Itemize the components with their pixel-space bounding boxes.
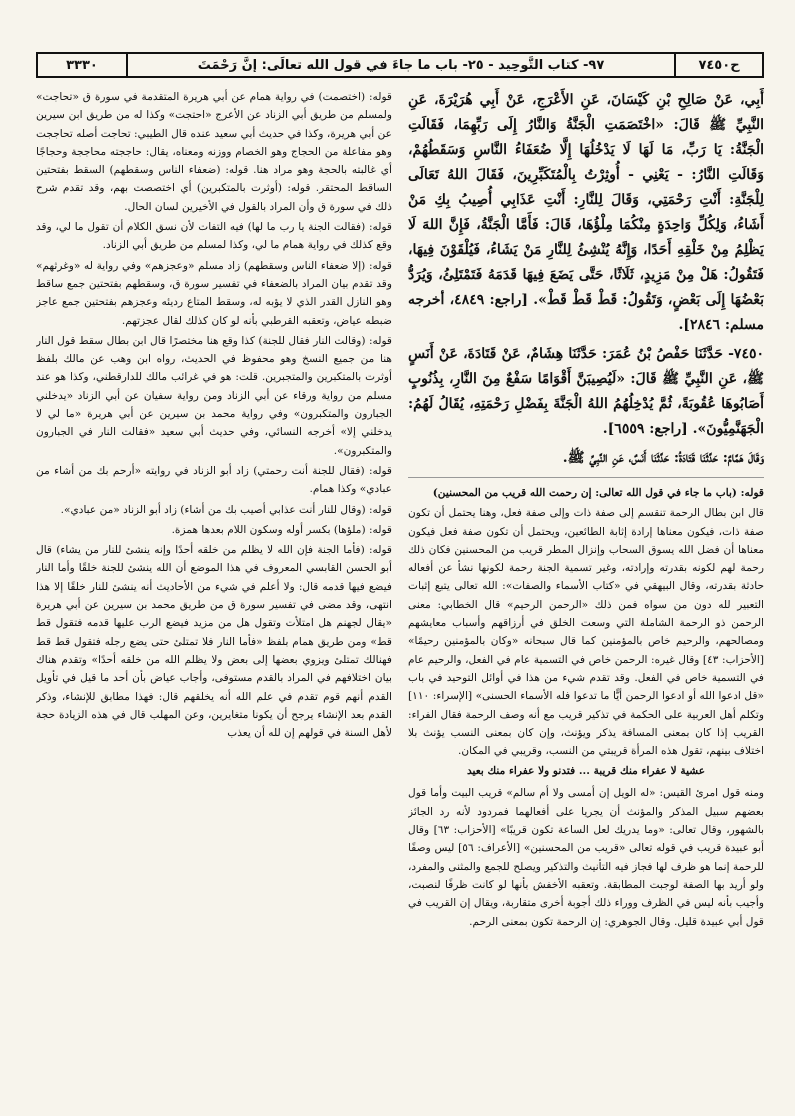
divider <box>408 477 764 478</box>
book-page <box>36 52 764 1092</box>
commentary-paragraph: قوله: (فقال للجنة أنت رحمتي) زاد أبو الزناد في روايته «أرحم بك من أشاء من عبادي» وكذا همام. <box>36 464 392 496</box>
commentary-paragraph: قوله: (وقال للنار أنت عذابي أصيب بك من أشاء) زاد أبو الزناد «من عبادي». <box>60 503 392 516</box>
commentary-paragraph: قوله: (ملؤها) بكسر أوله وسكون اللام بعدها همزة. <box>171 523 392 536</box>
hadith-text-7450: ٧٤٥٠- حَدَّثَنَا حَفْصُ بْنُ عُمَرَ: حَدَّثَنَا هِشَامٌ، عَنْ قَتَادَةَ، عَنْ أَنَسٍ ﷺ، عَنِ النَّبِيِّ ﷺ قَالَ: «لَيُصِيبَنَّ أَقْوَامًا سَفْعٌ مِنَ النَّارِ، بِذُنُوبٍ أَصَابُوهَا عُقُوبَةً، ثُمَّ يُدْخِلُهُمُ اللهُ الْجَنَّةَ بِفَضْلِ رَحْمَتِهِ، يُقَالُ لَهُمُ: الْجَهَنَّمِيُّونَ». [راجع: ٦٥٥٩]. <box>408 346 764 437</box>
left-column <box>36 88 392 1088</box>
commentary-paragraph: قوله: (فأما الجنة فإن الله لا يظلم من خلقه أحدًا وإنه ينشئ للنار من يشاء) قال أبو الحسن القابسي المعروف في هذا الموضع أن الله ينشئ للجنة خلقًا وأما النار فيضع فيها قدمه قال: ولا أعلم في شيء من الأحاديث أنه ينشئ للنار خلقًا إلا هذا انتهى، وقد مضى في تفسير سورة ق من طريق محمد بن سيرين عن أبي هريرة «يقال لجهنم هل امتلأت وتقول هل من مزيد فيضع الرب عليها قدمه فتقول قط قط» ومن طريق همام بلفظ «فأما النار فلا تمتلئ حتى يضع رجله فتقول قط قط فهنالك تمتلئ ويزوي بعضها إلى بعض ولا يظلم الله من خلقه أحدًا» وتقدم هناك بيان اختلافهم في المراد بالقدم مستوفى، وأجاب عياض بأن أحد ما قيل في تأويل القدم أنهم قوم تقدم في علم الله أنه يخلقهم قال: فهذا مطابق للإنشاء، وذكر القدم بعد الإنشاء يرجح أن يكونا متغايرين، وعن المهلب قال في هذه الزيادة حجة لأهل السنة في قولهم إن لله أن يعذب <box>36 544 392 740</box>
commentary-paragraph: ومنه قول امرئ القيس: «له الويل إن أمسى ولا أم سالم» قريب البيت وأما قول بعضهم سبيل المذكر والمؤنث أن يجريا على أفعالهما فمردود لأنه رد الجائز بالشهور، وقال تعالى: «وما يدريك لعل الساعة تكون قريبًا» [الأحزاب: ٦٣] وقال أبو عبيدة قريب في قوله تعالى «قريب من المحسنين» [الأعراف: ٥٦] ليس وصفًا للرحمة إنما هو ظرف لها فجاز فيه التأنيث والتذكير ويصلح للجمع والمثنى والمفرد، ولو أريد بها الصفة لوجبت المطابقة. وتعقبه الأخفش بأنها لو كانت ظرفًا لنصبت، وأجيب بأنه ليس في الظرف ووراء ذلك أجوبة أخرى متقاربة، ويقال إن القريب في قول أبي عبيدة قليل. وقال الجوهري: إن الرحمة تكون بمعنى الرحم. <box>408 787 764 928</box>
hadith-text-7449: أَبِي، عَنْ صَالِحِ بْنِ كَيْسَانَ، عَنِ الأَعْرَجِ، عَنْ أَبِي هُرَيْرَةَ، عَنِ النَّبِيِّ ﷺ قَالَ: «اخْتَصَمَتِ الْجَنَّةُ وَالنَّارُ إِلَى رَبِّهِمَا، فَقَالَتِ الْجَنَّةُ: يَا رَبِّ، مَا لَهَا لَا يَدْخُلُهَا إِلَّا ضُعَفَاءُ النَّاسِ وَسَقَطُهُمْ، وَقَالَتِ النَّارُ: - يَعْنِي - أُوثِرْتُ بِالْمُتَكَبِّرِينَ، فَقَالَ اللهُ تَعَالَى لِلْجَنَّةِ: أَنْتِ رَحْمَتِي، وَقَالَ لِلنَّارِ: أَنْتِ عَذَابِي أُصِيبُ بِكِ مَنْ أَشَاءُ، وَلِكُلِّ وَاحِدَةٍ مِنْكُمَا مِلْؤُهَا، قَالَ: فَأَمَّا الْجَنَّةُ، فَإِنَّ اللهَ لَا يَظْلِمُ مِنْ خَلْقِهِ أَحَدًا، وَإِنَّهُ يُنْشِئُ لِلنَّارِ مَنْ يَشَاءُ، فَيُلْقَوْنَ فِيهَا، فَتَقُولُ: هَلْ مِنْ مَزِيدٍ، ثَلَاثًا، حَتَّى يَضَعَ فِيهَا قَدَمَهُ فَتَمْتَلِئُ، وَيُرَدُّ بَعْضُهَا إِلَى بَعْضٍ، وَتَقُولُ: قَطْ قَطْ قَطْ». [راجع: ٤٨٤٩، أخرجه مسلم: ٢٨٤٦]. <box>408 92 764 333</box>
page-number: ٣٣٣٠ <box>38 54 128 76</box>
poem-verse: عشية لا عفراء منك قريبة ... فتدنو ولا عفراء منك بعيد <box>466 765 706 778</box>
commentary-paragraph: قوله: (إلا ضعفاء الناس وسقطهم) زاد مسلم «وعجزهم» وفي رواية له «وغرثهم» وقد تقدم بيان المراد بالضعفاء في تفسير سورة ق، وسقطهم بفتحتين جمع ساقط وهو النازل القدر الذي لا يؤبه له، وسقط المتاع رديئه وعجزهم بفتحتين جمع عاجز ضبطه عياض، وتعقبه القرطبي بأنه لو كان كذلك لقال عجزتهم. <box>36 259 392 327</box>
running-header <box>36 52 764 78</box>
commentary-paragraph: قال ابن بطال الرحمة تنقسم إلى صفة ذات وإلى صفة فعل، وهنا يحتمل أن تكون صفة ذات، فيكون معناها إرادة إثابة الطائعين، ويحتمل أن تكون صفة فعل فيكون معناها أن فضل الله يسوق السحاب وإنزال المطر قريب من المحسنين فكان ذلك رحمة لهم لكونه بقدرته وإرادته، وغير تسمية الجنة رحمة لكونها نشأ عن أفعاله حادثة بقدرته، وقال البيهقي في «كتاب الأسماء والصفات»: الله تعالى يتبع إثبات التعبير لله دون من سواه فمن ذلك «الرحمن الرحيم» قال الخطابي: معنى الرحمن ذو الرحمة الشاملة التي وسعت الخلق في أرزاقهم وأسباب معايشهم ومصالحهم، والرحيم خاص بالمؤمنين كما قال سبحانه «وكان بالمؤمنين رحيمًا» [الأحزاب: ٤٣] وقال غيره: الرحمن خاص في التسمية عام في الفعل، والرحيم عام في التسمية خاص في الفعل. وقد تقدم شيء من هذا في أوائل التوحيد في باب «قل ادعوا الله أو ادعوا الرحمن أيًّا ما تدعوا فله الأسماء الحسنى» [الإسراء: ١١٠] وتكلم أهل العربية على الحكمة في تذكير قريب مع أنه وصف الرحمة فقال الفراء: القريب إذا كان بمعنى المسافة يذكر ويؤنث، وإن كان بمعنى النسب يؤنث بلا اختلاف بينهم، تقول هذه المرأة قريبتي من النسب، وقريبي في المكان. <box>408 507 764 758</box>
right-column <box>408 88 764 1088</box>
chapter-title: ٩٧- كتاب التَّوحِيد - ٢٥- باب ما جاءَ في قول الله تعالَى: إنَّ رَحْمَتَ <box>197 57 605 73</box>
hadith-number: ح٧٤٥٠ <box>674 54 762 76</box>
hadith-text-hammam: وَقَالَ هَمَّامٌ: حَدَّثَنَا قَتَادَةُ: حَدَّثَنَا أَنَسٌ، عَنِ النَّبِيِّ ﷺ. <box>562 450 764 466</box>
commentary-paragraph: قوله: (اختصمت) في رواية همام عن أبي هريرة المتقدمة في سورة ق «تحاجت» ولمسلم من طريق أبي الزناد عن الأعرج «احتجت» وكذا له من طريق ابن سيرين عن أبي هريرة، وكذا في حديث أبي سعيد عنده قال الطيبي: تحاجت أصله تحاججت وهو مفاعلة من الحجاج وهو الخصام ووزنه ومعناه، يقال: حاججته محاججة وحجاجًا أي غالبته بالحجة وهو مراد هنا. قوله: (ضعفاء الناس وسقطهم) السقط بفتحتين الساقط المحتقر. قوله: (أوثرت بالمتكبرين) أي اختصصت بهم، وقد تقدم شرح ذلك في سورة ق وأن المراد بالقول في الأخيرين لسان الحال. <box>36 91 392 213</box>
commentary-label: قوله: (باب ما جاء في قول الله تعالى: إن رحمت الله قريب من المحسنين) <box>432 487 764 499</box>
commentary-heading <box>408 484 764 502</box>
commentary-paragraph: قوله: (فقالت الجنة يا رب ما لها) فيه التفات لأن نسق الكلام أن تقول ما لي، وقد وقع كذلك في رواية همام ما لي، وكذا لمسلم من طريق أبي الزناد. <box>36 221 392 252</box>
text-columns <box>36 88 764 1088</box>
commentary-paragraph: قوله: (وقالت النار فقال للجنة) كذا وقع هنا مختصرًا قال ابن بطال سقط قول النار هنا من جميع النسخ وهو محفوظ في الحديث، رواه ابن وهب عن مالك بلفظ أوثرت بالمتكبرين والمتجبرين. قلت: هو في غرائب مالك للدارقطني، وكذا هو عند مسلم من رواية ورقاء عن أبي الزناد ومن رواية سفيان عن أبي الزناد «يدخلني الجبارون والمتكبرون» وفي رواية محمد بن سيرين عن أبي هريرة «ما لي لا يدخلني إلا» أخرجه النسائي، وفي حديث أبي سعيد «فقالت النار في الجبارون والمتكبرون». <box>36 334 392 457</box>
